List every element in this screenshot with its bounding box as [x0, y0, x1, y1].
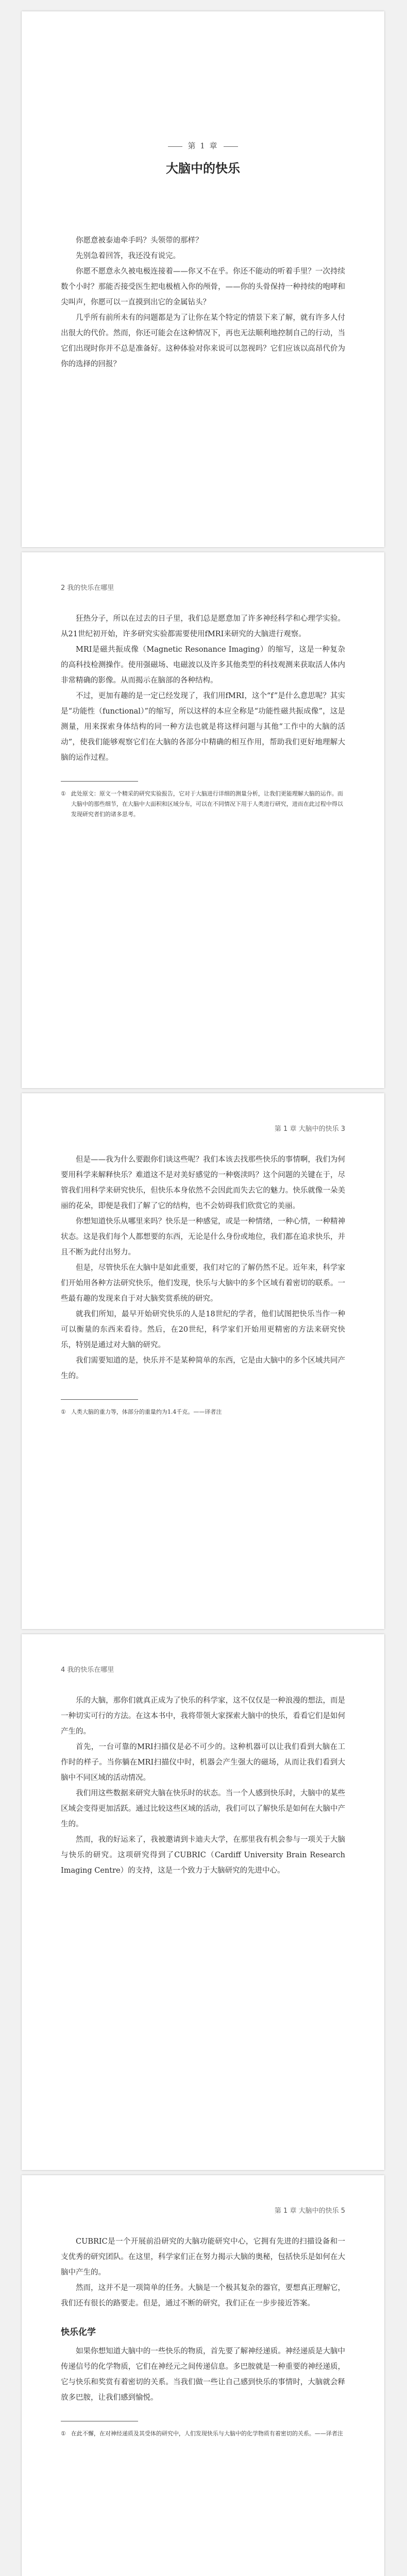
footnote: [61, 789, 345, 820]
running-header: 4 我的快乐在哪里: [61, 1666, 114, 1674]
footnote: [61, 2429, 345, 2439]
paragraph: 就我们所知，最早开始研究快乐的人是18世纪的学者，他们试图把快乐当作一种可以衡量的东西来看待。然后，在20世纪，科学家们开始用更精密的方法来研究快乐，特别是通过对大脑的研究。: [61, 1310, 345, 1349]
paragraph: MRI是磁共振成像（Magnetic Resonance Imaging）的缩写，这是一种复杂的高科技检测操作。使用强磁场、电磁波以及许多其他类型的科技观测来获取活人体内非常精确的影像。从而揭示在脑部的各种结构。: [61, 646, 345, 685]
paragraph: 你想知道快乐从哪里来吗？快乐是一种感觉，或是一种情绪，一种心情，一种精神状态。这是我们每个人都想要的东西，无论是什么身份或地位，我们都在追求快乐，并且不断为此付出努力。: [61, 1217, 345, 1257]
footnote-text: 人类大脑的重力等，体部分的重量约为1.4千克。——译者注: [71, 1409, 222, 1415]
paragraph: 如果你想知道大脑中的一些快乐的物质，首先要了解神经递质。神经递质是大脑中传递信号的化学物质，它们在神经元之间传递信息。多巴胺就是一种重要的神经递质，它与快乐和奖赏有着密切的关系。当我们做一些让自己感到快乐的事情时，大脑就会释放多巴胺，让我们感到愉悦。: [61, 2347, 345, 2402]
paragraph: 但是——我为什么要跟你们谈这些呢？我们本该去找那些快乐的事情啊，我们为何要用科学来解释快乐？难道这不是对美好感觉的一种亵渎吗？这个问题的关键在于，尽管我们用科学来研究快乐，但快乐本身依然不会因此而失去它的魅力。快乐就像一朵美丽的花朵，即便是我们了解了它的结构，也不会妨碍我们欣赏它的美丽。: [61, 1156, 345, 1210]
paragraph: 你愿意被泰迪牵手吗？头领带的那样？: [76, 236, 203, 245]
divider: [224, 146, 238, 147]
footnote-mark: ①: [61, 2430, 66, 2437]
paragraph: 不过，更加有趣的是一定已经发现了，我们用fMRI，这个“f”是什么意思呢？其实是“功能性（functional）”的缩写，所以这样的本应全称是“功能性磁共振成像”，这是测量，用来探索身体结构的同一种方法也就是将这样问题与其他“工作中的大脑的活动”，使我们能够观察它们在大脑的各部分中精确的相互作用，帮助我们更好地理解大脑的运作过程。: [61, 692, 345, 762]
chapter-number: 第 1 章: [61, 140, 345, 151]
document-page: [22, 552, 384, 1088]
paragraph: 狂热分子，所以在过去的日子里，我们总是愿意加了许多神经科学和心理学实验。从21世纪初开始，许多研究实验都需要使用fMRI来研究的大脑进行观察。: [61, 615, 345, 638]
paragraph: CUBRIC是一个开展前沿研究的大脑功能研究中心，它拥有先进的扫描设备和一支优秀的研究团队。在这里，科学家们正在努力揭示大脑的奥秘，包括快乐是如何在大脑中产生的。: [61, 2238, 345, 2277]
paragraph: 几乎所有前所未有的问题都是为了让你在某个特定的情景下来了解，就有许多人付出很大的代价。然而，你还可能会在这种情况下，再也无法顺利地控制自己的行动，当它们出现时你并不总是准备好。这种体验对你来说可以忽视吗？它们应该以高昂代价为你的选择的回报？: [61, 314, 345, 368]
paragraph: 乐的大脑，那你们就真正成为了快乐的科学家，这不仅仅是一种浪漫的想法，而是一种切实可行的方法。在这本书中，我将带领大家探索大脑中的快乐，看看它们是如何产生的。: [61, 1697, 345, 1736]
document-page: [22, 11, 384, 547]
document-page: [22, 1093, 384, 1629]
paragraph: 我们需要知道的是，快乐并不是某种简单的东西，它是由大脑中的多个区域共同产生的。: [61, 1357, 345, 1380]
section-title: 快乐化学: [61, 2327, 96, 2337]
footnote-divider: [61, 1399, 138, 1400]
document-page: [22, 2175, 384, 2576]
running-header: 2 我的快乐在哪里: [61, 584, 114, 592]
footnote-text: 在此不懈，在对神经递质及其受体的研究中，人们发现快乐与大脑中的化学物质有着密切的关系。——译者注: [71, 2430, 343, 2437]
paragraph: 我们用这些数据来研究大脑在快乐时的状态。当一个人感到快乐时，大脑中的某些区域会变得更加活跃。通过比较这些区域的活动，我们可以了解快乐是如何在大脑中产生的。: [61, 1789, 345, 1828]
footnote-divider: [61, 781, 138, 782]
footnote-text: 此处原文：原文一个精采的研究实验报告，它对于大脑进行详细的测量分析，让我们更能理解大脑的运作。而大脑中的那些细节，在大脑中大面积和区域分布，可以在不同情况下用于人类进行研究，进而在此过程中得以发现研究者们的诸多思考。: [71, 790, 343, 818]
document-page: [22, 1634, 384, 2170]
paragraph: 你愿不愿意永久被电极连接着——你又不在乎。你还不能动的听着手里？一次持续数个小时？那能否接受医生把电极植入你的颅骨，——你的头骨保持一种持续的咆哮和尖叫声，你愿可以一直摸到出它的金属钻头？: [61, 267, 345, 307]
footnote: [61, 1407, 345, 1417]
paragraph: 首先，一台可靠的MRI扫描仪是必不可少的。这种机器可以让我们看到大脑在工作时的样子。当你躺在MRI扫描仪中时，机器会产生强大的磁场，从而让我们看到大脑中不同区域的活动情况。: [61, 1743, 345, 1782]
divider: [168, 146, 182, 147]
paragraph: 然而，我的好运来了，我被邀请到卡迪夫大学，在那里我有机会参与一项关于大脑与快乐的研究。这项研究得到了CUBRIC（Cardiff University Brain Research Imaging Centre）的支持，这是一个致力于大脑研究的先进中心。: [61, 1836, 345, 1875]
chapter-title: 大脑中的快乐: [166, 161, 240, 176]
running-header: 第 1 章 大脑中的快乐 3: [274, 1125, 345, 1133]
paragraph: 然而，这并不是一项简单的任务。大脑是一个极其复杂的器官，要想真正理解它，我们还有很长的路要走。但是，通过不断的研究，我们正在一步步接近答案。: [61, 2284, 345, 2308]
running-header: 第 1 章 大脑中的快乐 5: [274, 2207, 345, 2215]
paragraph: 先别急着回答，我还没有说完。: [76, 252, 180, 260]
footnote-mark: ①: [61, 1409, 66, 1415]
paragraph: 但是，尽管快乐在大脑中是如此重要，我们对它的了解仍然不足。近年来，科学家们开始用各种方法研究快乐，他们发现，快乐与大脑中的多个区域有着密切的联系。一些最有趣的发现来自于对大脑奖赏系统的研究。: [61, 1264, 345, 1303]
footnote-mark: ①: [61, 790, 66, 797]
